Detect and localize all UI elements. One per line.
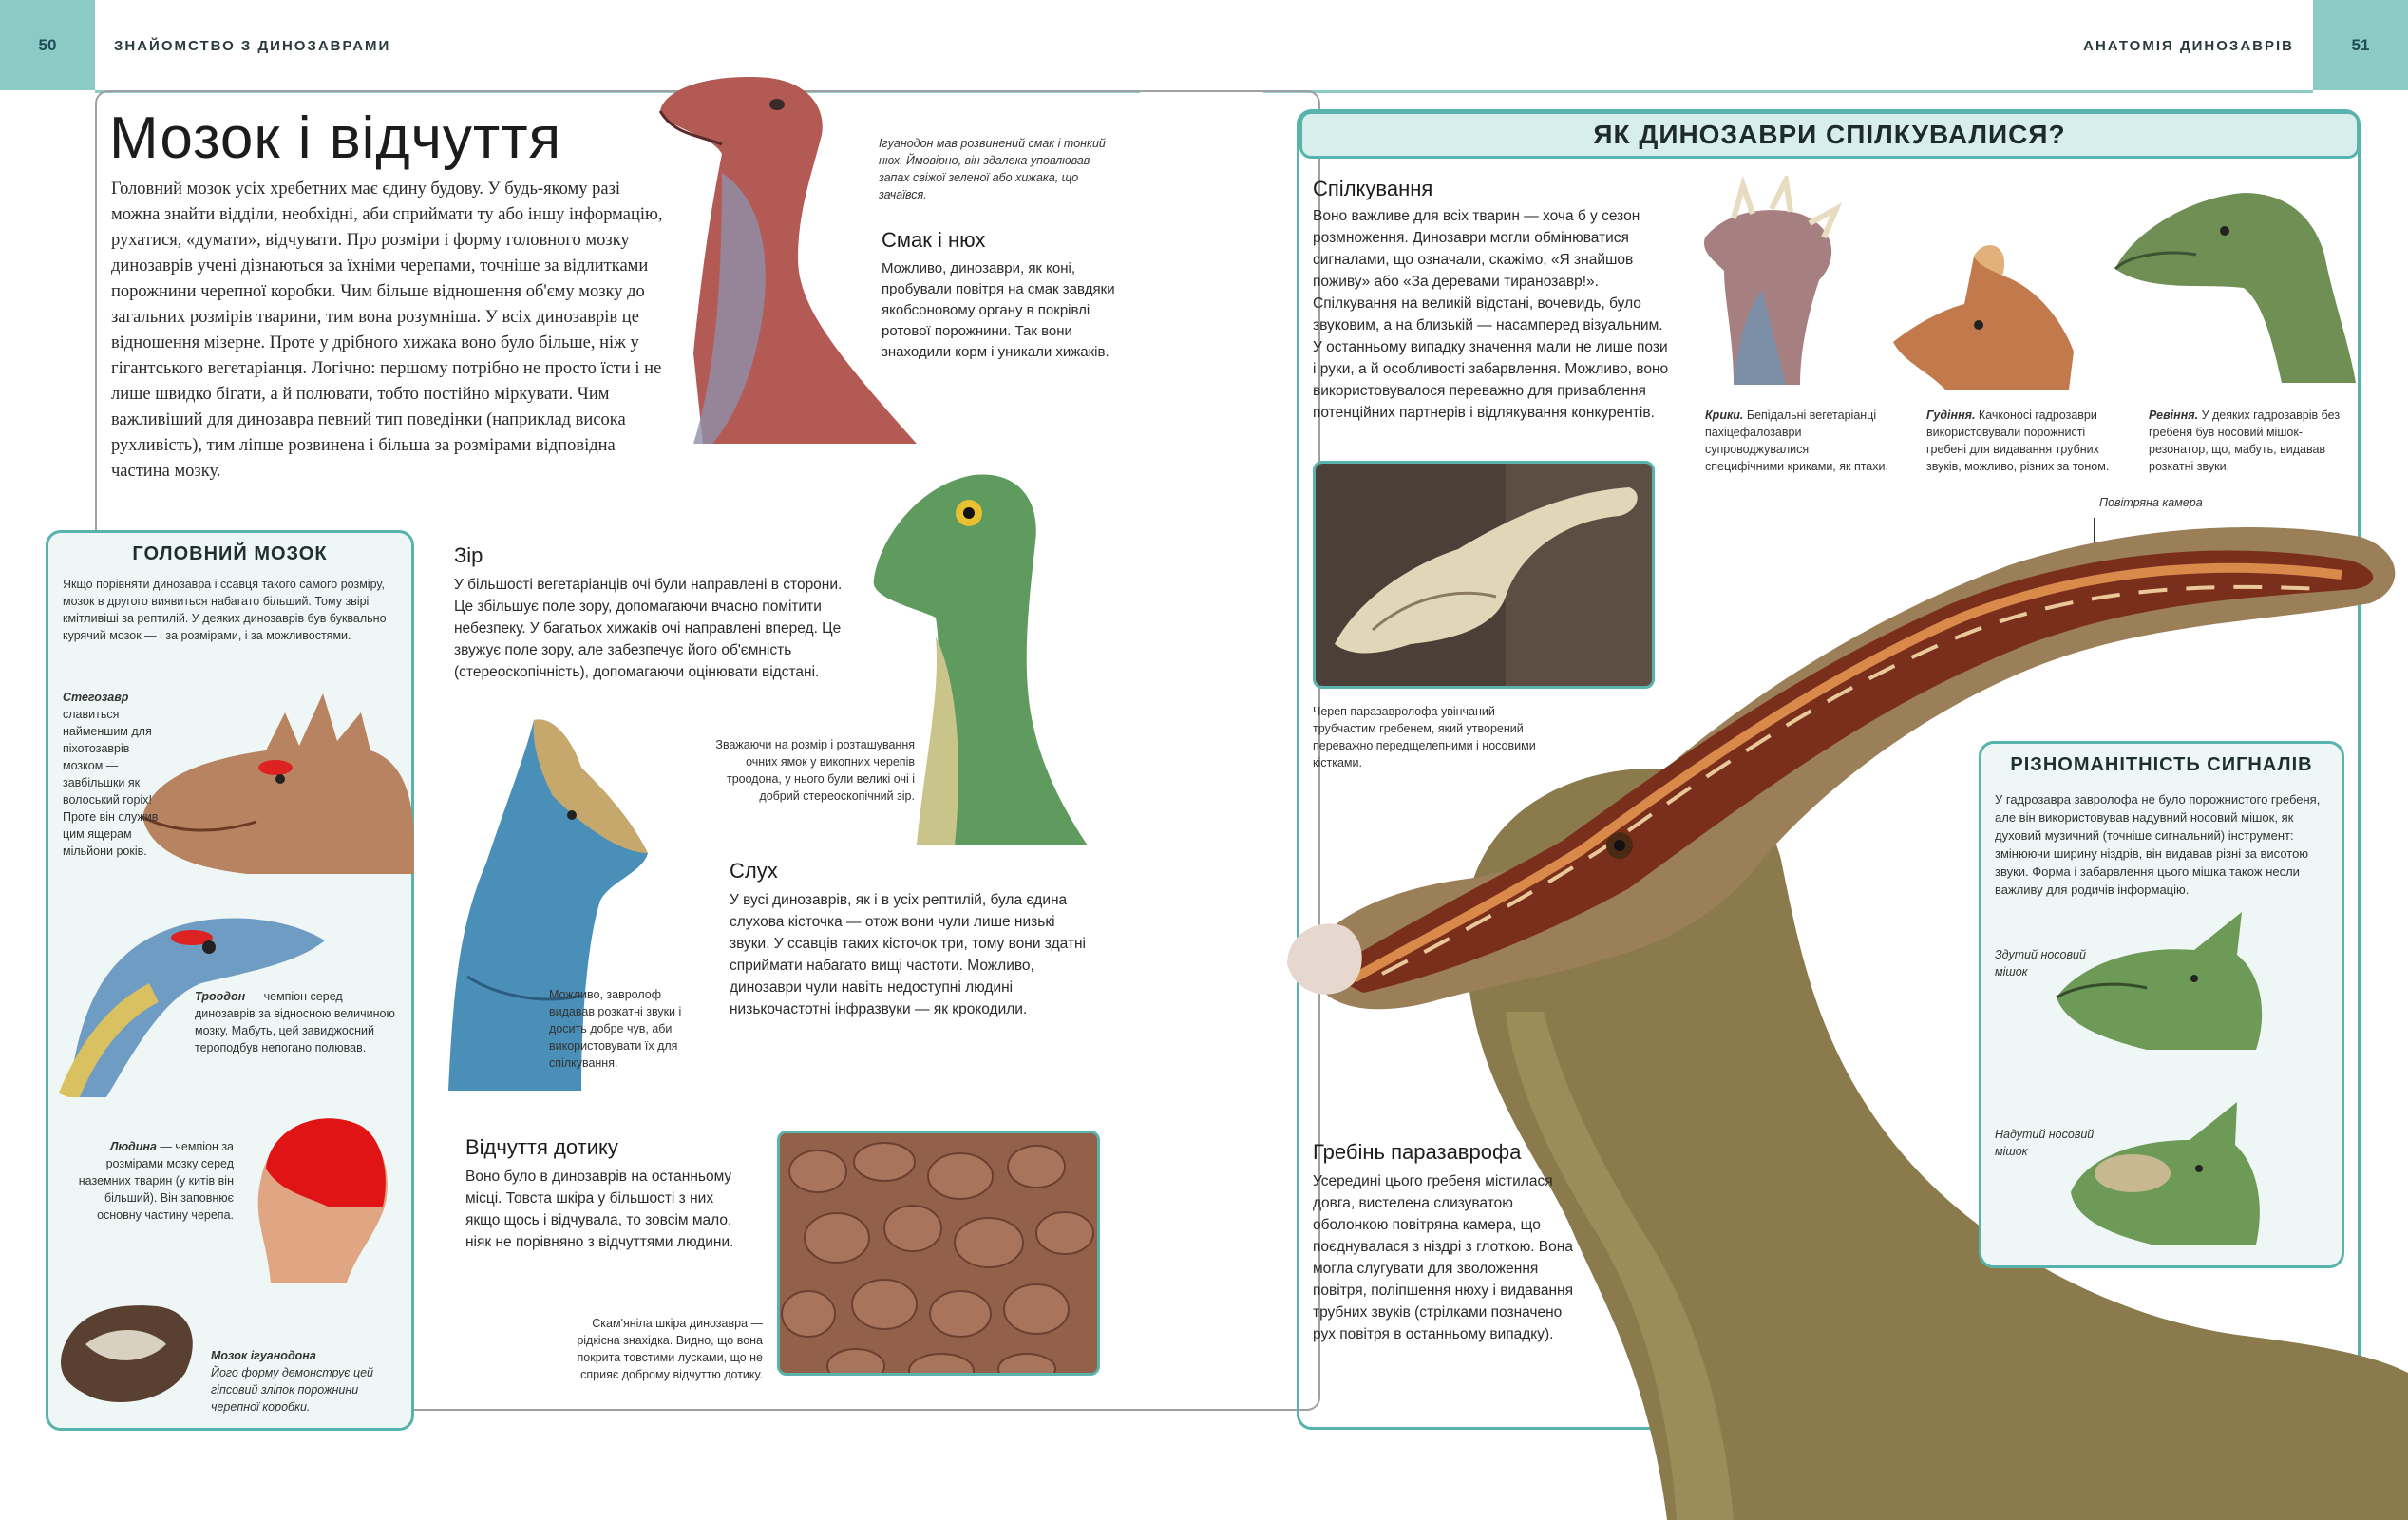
communication-heading: Спілкування [1313,177,1433,200]
roar-caption [2149,407,2343,475]
lambeosaurus-illustration [1888,218,2078,390]
troodon-brain-caption [195,988,404,1056]
brain-cast-name: Мозок ігуанодона [211,1349,316,1362]
roar-text: У деяких гадрозаврів без гребеня був носовий мішок-резонатор, що, мабуть, видавав розкатні звуки. [2149,408,2341,473]
human-caption [63,1138,234,1224]
air-chamber-label: Повітряна камера [2099,496,2203,509]
brain-box-text: Якщо порівняти динозавра і ссавця такого самого розміру, мозок в другого виявиться набагато більший. Тому звірі кмітливіші за рептилій. У деяких динозаврів був буквально курячий мозок — і за розмірами, і за можливостями. [63,578,387,642]
right-page-number: 51 [2313,0,2408,90]
iguanodon-caption: Ігуанодон мав розвинений смак і тонкий нюх. Ймовірно, він здалека уповлював запах свіжої зеленої або хижака, що зачаївся. [879,137,1106,201]
fossil-skin-photo [777,1130,1100,1376]
inflated-sac-illustration [2066,1092,2266,1249]
human-text: — чемпіон за розмірами мозку серед наземних тварин (у китів він більший). Він заповнює основну частину черепа. [78,1140,234,1222]
vision-text: У більшості вегетаріанців очі були направлені в сторони. Це збільшує поле зору, допомагаючи вчасно помітити небезпеку. У багатьох хижаків очі направлені вперед. Це звужує поле зору, але забезпечує його об'ємність (стереоскопічність), допомагаючи оцінювати відстані. [454,577,843,680]
brain-box-title: ГОЛОВНИЙ МОЗОК [132,543,328,564]
stegosaurus-head-illustration [133,656,414,874]
deflated-sac-label: Здутий носовий мішок [1995,948,2086,978]
cries-name: Крики. [1705,408,1744,422]
brain-cast-text: Його форму демонструє цей гіпсовий зліпок порожнини черепної коробки. [211,1366,373,1414]
signals-box-title: РІЗНОМАНІТНІСТЬ СИГНАЛІВ [2010,754,2313,775]
touch-heading: Відчуття дотику [465,1135,618,1159]
hum-text: Качконосі гадрозаври використовували порожнисті гребені для видавання трубних звуків, можливо, різних за тоном. [1926,408,2110,473]
signals-text: У гадрозавра завролофа не було порожнистого гребеня, але він використовував надувний носовий мішок, як духовий музичний (точніше сигнальний) інструмент: змінюючи ширину ніздрів, він видавав різні за висотою звуки. Форма і забарвлення цього мішка також несли важливу для родичів інформацію. [1995,792,2321,897]
pachycephalosaur-illustration [1696,176,1848,385]
troodon-text: — чемпіон серед динозаврів за відносною величиною мозку. Мабуть, цей завиджосний тероподбув непогано полював. [195,990,395,1054]
inflated-sac-label: Надутий носовий мішок [1995,1128,2095,1158]
hearing-text: У вусі динозаврів, як і в усіх рептилій, була єдина слухова кісточка — отож вони чули лише низькі звуки. У ссавців таких кісточок три, тому вони здатні сприймати набагато вищі частоти. Можливо, динозаври чули навіть недоступні людині низькочастотні інфразвуки — як крокодили. [730,892,1086,1017]
left-page-number: 50 [0,0,95,90]
edmontosaurus-illustration [2111,179,2358,383]
taste-heading: Смак і нюх [882,228,986,252]
brain-cast-photo [52,1287,204,1411]
vision-heading: Зір [454,543,483,567]
touch-text: Воно було в динозаврів на останньому місці. Товста шкіра у більшості з них якщо щось і відчувала, то зовсім мало, ніяк не порівняно з відчуттями людини. [465,1168,734,1250]
cries-caption [1705,407,1890,475]
troodon-vision-caption: Зважаючи на розмір і розташування очних ямок у викопних черепів троодона, у нього були великі очі і добрий стереоскопічний зір. [715,738,915,803]
right-running-head: АНАТОМІЯ ДИНОЗАВРІВ [2083,38,2294,54]
stegosaurus-caption [63,689,169,860]
hum-name: Гудіння. [1926,408,1976,422]
stegosaurus-name: Стегозавр [63,691,129,704]
intro-text: Головний мозок усіх хребетних має єдину будову. У будь-якому разі можна знайти відділи, необхідні, аби сприймати ту або іншу інформацію, рухатися, «думати», відчувати. Про розміри і форму головного мозку динозаврів учені дізнаються за їхніми черепами, точніше за відлитками порожнини черепної коробки. Чим більше відношення об'єму мозку до загальних розмірів тварини, тим вона розумніша. У всіх динозаврів це відношення мізерне. Проте у дрібного хижака воно було більше, ніж у гігантського вегетаріанця. Логічно: першому потрібно не просто їсти і не лише швидко бігати, а й полювати, тобто постійно міркувати. Чим важливіший для динозавра певний тип поведінки (наприклад висока рухливість), тим ліпше розвинена і більша за розмірами відповідна частина мозку. [111,180,663,481]
skull-caption: Череп паразавролофа увінчаний трубчастим гребенем, який утворений переважно передщелепними і носовими кістками. [1313,705,1536,770]
fossil-skin-caption: Скам'яніла шкіра динозавра — рідкісна знахідка. Видно, що вона покрита товстими лусками, що не сприяє доброму відчуттю дотику. [577,1317,763,1381]
crest-heading: Гребінь паразаврофа [1313,1140,1522,1164]
hearing-heading: Слух [730,859,778,883]
human-name: Людина [109,1140,157,1153]
stegosaurus-text: славиться найменшим для піхотозаврів мозком — завбільшки як волоський горіх! Проте він служив цим ящерам мільйони років. [63,708,159,858]
troodon-name: Троодон [195,990,246,1003]
page-title: Мозок і відчуття [109,105,562,171]
brain-cast-caption [211,1347,401,1416]
taste-text: Можливо, динозаври, як коні, пробували повітря на смак завдяки якобсоновому органу в покрівлі ротової порожнини. Так вони знаходили корм і уникали хижаків. [882,260,1115,360]
left-running-head: ЗНАЙОМСТВО З ДИНОЗАВРАМИ [114,38,391,54]
hum-caption [1926,407,2112,475]
roar-name: Ревіння. [2149,408,2199,422]
communication-text: Воно важливе для всіх тварин — хоча б у сезон розмноження. Динозаври могли обмінюватися сигналами, що означали, скажімо, «Я знайшов поживу» або «За деревами тиранозавр!». Спілкування на великій відстані, вочевидь, було звуковим, а на близькій — насамперед візуальним. У останньому випадку значення мали не лише пози і руки, а й особливості забарвлення. Можливо, воно використовувалося переважно для приваблення потенційних партнерів і відлякування конкурентів. [1313,208,1669,421]
human-head-illustration [242,1102,394,1282]
section-banner: ЯК ДИНОЗАВРИ СПІЛКУВАЛИСЯ? [1299,111,2360,159]
crest-text: Усередині цього гребеня містилася довга, вистелена слизуватою оболонкою повітряна камера, що поєднувалася з ніздрі з глоткою. Вона могла слугувати для зволоження повітря, поліпшення нюху і видавання трубних звуків (стрілками позначено рух повітря в останньому випадку). [1313,1173,1573,1342]
saurolophus-caption: Можливо, завролоф видавав розкатні звуки і досить добре чув, аби використовувати їх для спілкування. [549,988,682,1070]
header-rule-right [1263,90,2313,93]
fossil-skin-texture [780,1133,1100,1376]
deflated-sac-illustration [2052,907,2270,1059]
cries-text: Бепідальні вегетаріанці пахіцефалозаври супроводжувалися специфічними криками, як птахи. [1705,408,1888,473]
